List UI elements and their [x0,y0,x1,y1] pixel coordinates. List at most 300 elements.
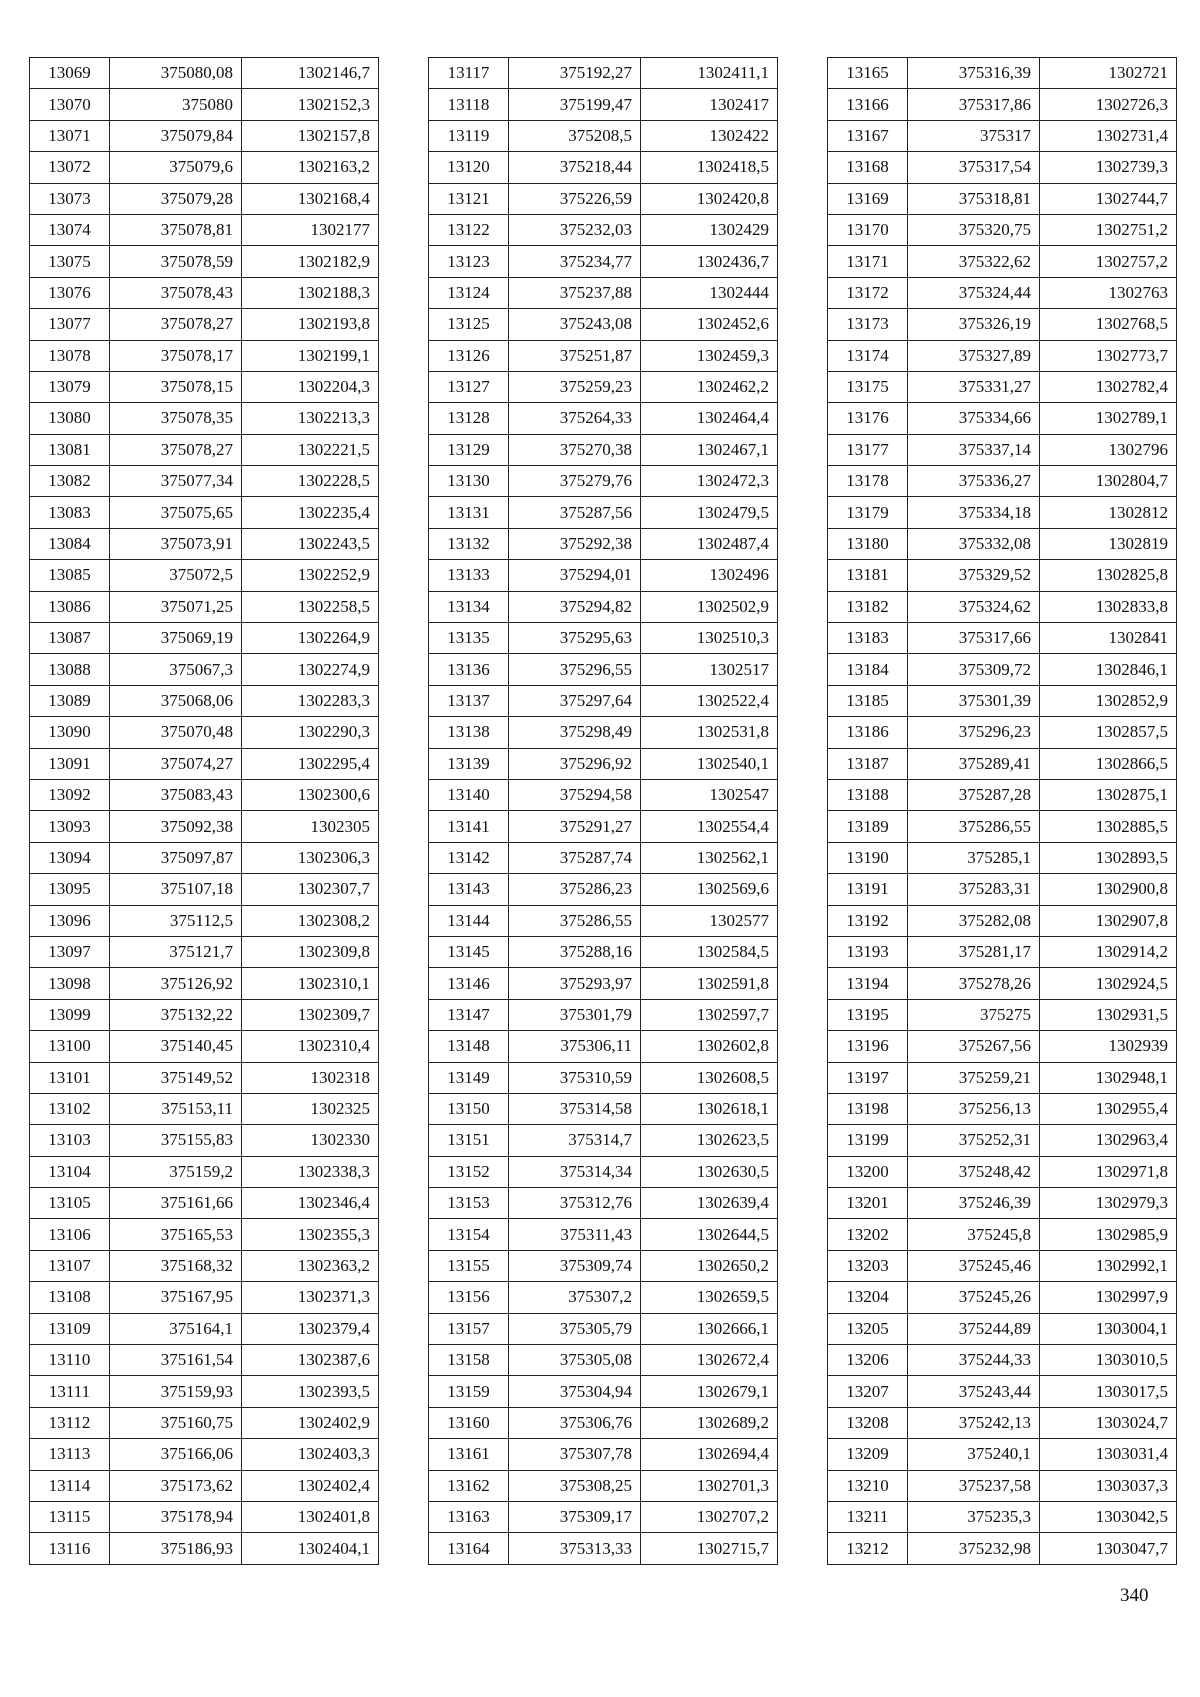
x-coordinate-cell: 375078,43 [110,277,242,308]
y-coordinate-cell: 1302577 [641,905,778,936]
x-coordinate-cell: 375112,5 [110,905,242,936]
table-row [30,999,379,1030]
table-row [429,685,778,716]
point-number-cell: 13207 [828,1376,908,1407]
y-coordinate-cell: 1302235,4 [242,497,379,528]
y-coordinate-cell: 1302531,8 [641,717,778,748]
x-coordinate-cell: 375160,75 [110,1407,242,1438]
point-number-cell: 13180 [828,528,908,559]
y-coordinate-cell: 1302418,5 [641,152,778,183]
y-coordinate-cell: 1302679,1 [641,1376,778,1407]
point-number-cell: 13160 [429,1407,509,1438]
y-coordinate-cell: 1302252,9 [242,560,379,591]
x-coordinate-cell: 375208,5 [509,120,641,151]
point-number-cell: 13108 [30,1282,110,1313]
x-coordinate-cell: 375317,66 [908,623,1040,654]
table-row [30,214,379,245]
y-coordinate-cell: 1302591,8 [641,968,778,999]
y-coordinate-cell: 1302422 [641,120,778,151]
point-number-cell: 13129 [429,434,509,465]
y-coordinate-cell: 1302371,3 [242,1282,379,1313]
y-coordinate-cell: 1302283,3 [242,685,379,716]
x-coordinate-cell: 375243,08 [509,309,641,340]
point-number-cell: 13138 [429,717,509,748]
y-coordinate-cell: 1302893,5 [1040,842,1177,873]
x-coordinate-cell: 375305,79 [509,1313,641,1344]
y-coordinate-cell: 1302444 [641,277,778,308]
table-row [429,936,778,967]
point-number-cell: 13143 [429,874,509,905]
point-number-cell: 13145 [429,936,509,967]
y-coordinate-cell: 1302290,3 [242,717,379,748]
point-number-cell: 13155 [429,1250,509,1281]
table-row [828,277,1177,308]
x-coordinate-cell: 375140,45 [110,1031,242,1062]
point-number-cell: 13182 [828,591,908,622]
table-row [429,1125,778,1156]
y-coordinate-cell: 1302517 [641,654,778,685]
x-coordinate-cell: 375294,82 [509,591,641,622]
x-coordinate-cell: 375327,89 [908,340,1040,371]
table-row [30,936,379,967]
point-number-cell: 13131 [429,497,509,528]
table-row [828,246,1177,277]
x-coordinate-cell: 375287,74 [509,842,641,873]
point-number-cell: 13194 [828,968,908,999]
table-row [828,466,1177,497]
point-number-cell: 13134 [429,591,509,622]
y-coordinate-cell: 1302472,3 [641,466,778,497]
point-number-cell: 13185 [828,685,908,716]
point-number-cell: 13206 [828,1345,908,1376]
table-row [30,1533,379,1564]
point-number-cell: 13076 [30,277,110,308]
table-row [30,58,379,89]
point-number-cell: 13082 [30,466,110,497]
point-number-cell: 13186 [828,717,908,748]
x-coordinate-cell: 375264,33 [509,403,641,434]
table-body [429,58,778,1565]
x-coordinate-cell: 375306,11 [509,1031,641,1062]
table-row [828,1345,1177,1376]
point-number-cell: 13149 [429,1062,509,1093]
y-coordinate-cell: 1302204,3 [242,371,379,402]
x-coordinate-cell: 375168,32 [110,1250,242,1281]
x-coordinate-cell: 375287,28 [908,779,1040,810]
y-coordinate-cell: 1302404,1 [242,1533,379,1564]
y-coordinate-cell: 1302900,8 [1040,874,1177,905]
x-coordinate-cell: 375078,81 [110,214,242,245]
table-row [429,1219,778,1250]
y-coordinate-cell: 1302979,3 [1040,1188,1177,1219]
y-coordinate-cell: 1302411,1 [641,58,778,89]
table-row [429,434,778,465]
point-number-cell: 13166 [828,89,908,120]
y-coordinate-cell: 1303047,7 [1040,1533,1177,1564]
point-number-cell: 13101 [30,1062,110,1093]
x-coordinate-cell: 375316,39 [908,58,1040,89]
table-row [429,842,778,873]
point-number-cell: 13097 [30,936,110,967]
x-coordinate-cell: 375251,87 [509,340,641,371]
table-row [429,1501,778,1532]
y-coordinate-cell: 1302763 [1040,277,1177,308]
point-number-cell: 13109 [30,1313,110,1344]
point-number-cell: 13119 [429,120,509,151]
table-row [828,214,1177,245]
point-number-cell: 13175 [828,371,908,402]
y-coordinate-cell: 1302672,4 [641,1345,778,1376]
y-coordinate-cell: 1302819 [1040,528,1177,559]
point-number-cell: 13112 [30,1407,110,1438]
x-coordinate-cell: 375078,59 [110,246,242,277]
x-coordinate-cell: 375235,3 [908,1501,1040,1532]
table-row [828,183,1177,214]
y-coordinate-cell: 1302182,9 [242,246,379,277]
point-number-cell: 13170 [828,214,908,245]
x-coordinate-cell: 375097,87 [110,842,242,873]
point-number-cell: 13147 [429,999,509,1030]
table-row [30,340,379,371]
y-coordinate-cell: 1302875,1 [1040,779,1177,810]
table-row [429,1250,778,1281]
x-coordinate-cell: 375159,2 [110,1156,242,1187]
table-row [30,246,379,277]
table-row [30,152,379,183]
table-row [828,717,1177,748]
y-coordinate-cell: 1302325 [242,1093,379,1124]
table-row [30,968,379,999]
y-coordinate-cell: 1302639,4 [641,1188,778,1219]
y-coordinate-cell: 1302924,5 [1040,968,1177,999]
x-coordinate-cell: 375281,17 [908,936,1040,967]
x-coordinate-cell: 375178,94 [110,1501,242,1532]
x-coordinate-cell: 375329,52 [908,560,1040,591]
y-coordinate-cell: 1302540,1 [641,748,778,779]
point-number-cell: 13130 [429,466,509,497]
y-coordinate-cell: 1302338,3 [242,1156,379,1187]
table-row [828,1188,1177,1219]
y-coordinate-cell: 1302985,9 [1040,1219,1177,1250]
y-coordinate-cell: 1302401,8 [242,1501,379,1532]
x-coordinate-cell: 375218,44 [509,152,641,183]
table-row [828,591,1177,622]
point-number-cell: 13204 [828,1282,908,1313]
x-coordinate-cell: 375167,95 [110,1282,242,1313]
x-coordinate-cell: 375186,93 [110,1533,242,1564]
table-row [30,842,379,873]
point-number-cell: 13158 [429,1345,509,1376]
point-number-cell: 13118 [429,89,509,120]
table-row [429,528,778,559]
point-number-cell: 13084 [30,528,110,559]
point-number-cell: 13172 [828,277,908,308]
table-row [30,466,379,497]
point-number-cell: 13176 [828,403,908,434]
point-number-cell: 13144 [429,905,509,936]
x-coordinate-cell: 375306,76 [509,1407,641,1438]
table-row [828,528,1177,559]
x-coordinate-cell: 375166,06 [110,1439,242,1470]
table-row [429,717,778,748]
y-coordinate-cell: 1302796 [1040,434,1177,465]
table-row [30,403,379,434]
x-coordinate-cell: 375282,08 [908,905,1040,936]
table-row [30,654,379,685]
y-coordinate-cell: 1302885,5 [1040,811,1177,842]
x-coordinate-cell: 375285,1 [908,842,1040,873]
point-number-cell: 13203 [828,1250,908,1281]
table-row [828,1407,1177,1438]
table-row [828,654,1177,685]
table-row [30,371,379,402]
point-number-cell: 13081 [30,434,110,465]
y-coordinate-cell: 1302841 [1040,623,1177,654]
table-row [30,905,379,936]
point-number-cell: 13188 [828,779,908,810]
x-coordinate-cell: 375126,92 [110,968,242,999]
point-number-cell: 13106 [30,1219,110,1250]
x-coordinate-cell: 375286,23 [509,874,641,905]
x-coordinate-cell: 375337,14 [908,434,1040,465]
y-coordinate-cell: 1302857,5 [1040,717,1177,748]
x-coordinate-cell: 375296,92 [509,748,641,779]
table-row [30,1470,379,1501]
y-coordinate-cell: 1302258,5 [242,591,379,622]
table-row [30,1093,379,1124]
y-coordinate-cell: 1302773,7 [1040,340,1177,371]
y-coordinate-cell: 1302804,7 [1040,466,1177,497]
y-coordinate-cell: 1303024,7 [1040,1407,1177,1438]
y-coordinate-cell: 1302907,8 [1040,905,1177,936]
x-coordinate-cell: 375232,98 [908,1533,1040,1564]
table-row [429,654,778,685]
table-row [30,1376,379,1407]
x-coordinate-cell: 375092,38 [110,811,242,842]
y-coordinate-cell: 1302429 [641,214,778,245]
x-coordinate-cell: 375296,55 [509,654,641,685]
y-coordinate-cell: 1302199,1 [242,340,379,371]
x-coordinate-cell: 375199,47 [509,89,641,120]
point-number-cell: 13103 [30,1125,110,1156]
table-row [429,811,778,842]
x-coordinate-cell: 375149,52 [110,1062,242,1093]
y-coordinate-cell: 1302295,4 [242,748,379,779]
y-coordinate-cell: 1302462,2 [641,371,778,402]
point-number-cell: 13080 [30,403,110,434]
table-row [429,1156,778,1187]
y-coordinate-cell: 1303017,5 [1040,1376,1177,1407]
table-row [30,748,379,779]
table-row [828,936,1177,967]
table-row [828,309,1177,340]
y-coordinate-cell: 1302307,7 [242,874,379,905]
y-coordinate-cell: 1302168,4 [242,183,379,214]
table-row [429,1093,778,1124]
table-body [828,58,1177,1565]
point-number-cell: 13135 [429,623,509,654]
point-number-cell: 13152 [429,1156,509,1187]
x-coordinate-cell: 375153,11 [110,1093,242,1124]
point-number-cell: 13173 [828,309,908,340]
x-coordinate-cell: 375078,27 [110,434,242,465]
table-row [429,246,778,277]
y-coordinate-cell: 1302812 [1040,497,1177,528]
point-number-cell: 13105 [30,1188,110,1219]
x-coordinate-cell: 375307,2 [509,1282,641,1313]
y-coordinate-cell: 1302997,9 [1040,1282,1177,1313]
table-row [429,89,778,120]
table-row [828,748,1177,779]
table-row [30,497,379,528]
table-row [30,89,379,120]
table-row [828,120,1177,151]
point-number-cell: 13189 [828,811,908,842]
y-coordinate-cell: 1302188,3 [242,277,379,308]
point-number-cell: 13128 [429,403,509,434]
x-coordinate-cell: 375078,17 [110,340,242,371]
table-row [828,1282,1177,1313]
point-number-cell: 13100 [30,1031,110,1062]
x-coordinate-cell: 375240,1 [908,1439,1040,1470]
x-coordinate-cell: 375283,31 [908,874,1040,905]
point-number-cell: 13133 [429,560,509,591]
point-number-cell: 13199 [828,1125,908,1156]
table-row [429,214,778,245]
table-row [429,183,778,214]
table-row [828,1125,1177,1156]
x-coordinate-cell: 375307,78 [509,1439,641,1470]
x-coordinate-cell: 375309,72 [908,654,1040,685]
table-row [30,528,379,559]
y-coordinate-cell: 1302157,8 [242,120,379,151]
x-coordinate-cell: 375294,01 [509,560,641,591]
y-coordinate-cell: 1302228,5 [242,466,379,497]
y-coordinate-cell: 1302310,4 [242,1031,379,1062]
y-coordinate-cell: 1302363,2 [242,1250,379,1281]
x-coordinate-cell: 375297,64 [509,685,641,716]
table-row [30,1219,379,1250]
table-row [828,1093,1177,1124]
point-number-cell: 13171 [828,246,908,277]
x-coordinate-cell: 375237,58 [908,1470,1040,1501]
point-number-cell: 13139 [429,748,509,779]
table-row [30,1125,379,1156]
table-row [429,1533,778,1564]
point-number-cell: 13072 [30,152,110,183]
point-number-cell: 13157 [429,1313,509,1344]
x-coordinate-cell: 375070,48 [110,717,242,748]
point-number-cell: 13122 [429,214,509,245]
point-number-cell: 13192 [828,905,908,936]
y-coordinate-cell: 1302630,5 [641,1156,778,1187]
point-number-cell: 13111 [30,1376,110,1407]
y-coordinate-cell: 1302420,8 [641,183,778,214]
x-coordinate-cell: 375107,18 [110,874,242,905]
y-coordinate-cell: 1302618,1 [641,1093,778,1124]
y-coordinate-cell: 1302689,2 [641,1407,778,1438]
y-coordinate-cell: 1302193,8 [242,309,379,340]
y-coordinate-cell: 1302355,3 [242,1219,379,1250]
y-coordinate-cell: 1303042,5 [1040,1501,1177,1532]
point-number-cell: 13092 [30,779,110,810]
x-coordinate-cell: 375324,62 [908,591,1040,622]
x-coordinate-cell: 375068,06 [110,685,242,716]
table-row [429,340,778,371]
y-coordinate-cell: 1302467,1 [641,434,778,465]
table-row [30,1439,379,1470]
y-coordinate-cell: 1302177 [242,214,379,245]
x-coordinate-cell: 375077,34 [110,466,242,497]
table-row [30,560,379,591]
x-coordinate-cell: 375242,13 [908,1407,1040,1438]
y-coordinate-cell: 1302731,4 [1040,120,1177,151]
table-row [429,120,778,151]
table-row [828,560,1177,591]
point-number-cell: 13183 [828,623,908,654]
point-number-cell: 13156 [429,1282,509,1313]
table-row [828,434,1177,465]
table-row [429,874,778,905]
y-coordinate-cell: 1302992,1 [1040,1250,1177,1281]
x-coordinate-cell: 375226,59 [509,183,641,214]
point-number-cell: 13132 [429,528,509,559]
point-number-cell: 13163 [429,1501,509,1532]
table-row [429,1407,778,1438]
x-coordinate-cell: 375164,1 [110,1313,242,1344]
point-number-cell: 13141 [429,811,509,842]
x-coordinate-cell: 375078,15 [110,371,242,402]
point-number-cell: 13193 [828,936,908,967]
table-row [30,874,379,905]
x-coordinate-cell: 375245,8 [908,1219,1040,1250]
point-number-cell: 13196 [828,1031,908,1062]
x-coordinate-cell: 375298,49 [509,717,641,748]
table-row [828,1031,1177,1062]
table-row [30,1501,379,1532]
x-coordinate-cell: 375079,84 [110,120,242,151]
point-number-cell: 13093 [30,811,110,842]
point-number-cell: 13075 [30,246,110,277]
table-row [429,748,778,779]
x-coordinate-cell: 375267,56 [908,1031,1040,1062]
table-row [828,1219,1177,1250]
x-coordinate-cell: 375275 [908,999,1040,1030]
point-number-cell: 13115 [30,1501,110,1532]
point-number-cell: 13140 [429,779,509,810]
y-coordinate-cell: 1302701,3 [641,1470,778,1501]
table-row [828,58,1177,89]
x-coordinate-cell: 375259,21 [908,1062,1040,1093]
point-number-cell: 13110 [30,1345,110,1376]
point-number-cell: 13121 [429,183,509,214]
table-row [828,999,1177,1030]
point-number-cell: 13211 [828,1501,908,1532]
point-number-cell: 13212 [828,1533,908,1564]
table-row [30,1345,379,1376]
point-number-cell: 13195 [828,999,908,1030]
point-number-cell: 13179 [828,497,908,528]
x-coordinate-cell: 375305,08 [509,1345,641,1376]
y-coordinate-cell: 1302496 [641,560,778,591]
point-number-cell: 13201 [828,1188,908,1219]
y-coordinate-cell: 1303010,5 [1040,1345,1177,1376]
x-coordinate-cell: 375232,03 [509,214,641,245]
table-row [828,623,1177,654]
point-number-cell: 13077 [30,309,110,340]
x-coordinate-cell: 375083,43 [110,779,242,810]
x-coordinate-cell: 375292,38 [509,528,641,559]
